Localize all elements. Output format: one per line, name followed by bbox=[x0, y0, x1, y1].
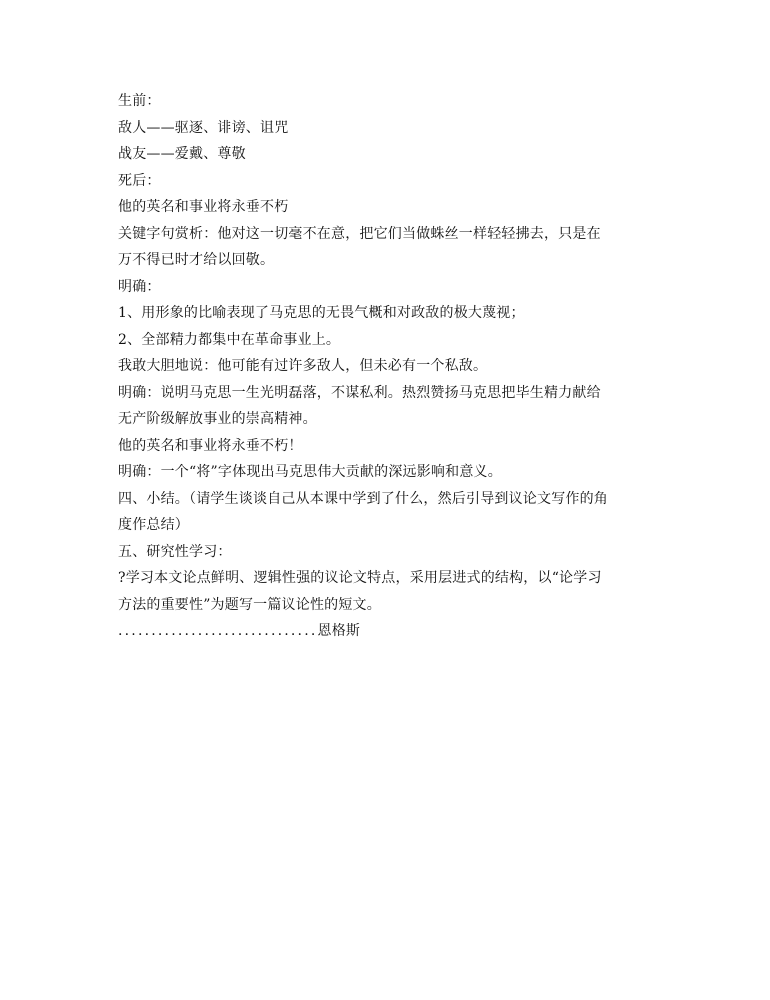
text-line: 无产阶级解放事业的崇高精神。 bbox=[118, 411, 317, 427]
text-line: 1、用形象的比喻表现了马克思的无畏气概和对政敌的极大蔑视； bbox=[118, 305, 525, 321]
text-line: 敌人——驱逐、诽谤、诅咒 bbox=[118, 119, 289, 136]
text-line: 死后： bbox=[118, 172, 161, 189]
text-line: 生前： bbox=[118, 93, 161, 109]
text-line: 方法的重要性”为题写一篇议论性的短文。 bbox=[118, 596, 381, 613]
text-line: 战友——爱戴、尊敬 bbox=[118, 146, 246, 162]
author-name: 恩格斯 bbox=[317, 623, 361, 639]
text-line: 他的英名和事业将永垂不朽 bbox=[118, 199, 289, 215]
footer-attribution bbox=[118, 618, 658, 645]
text-line: 明确：说明马克思一生光明磊落，不谋私利。热烈赞扬马克思把毕生精力献给 bbox=[118, 384, 601, 401]
text-line: 他的英名和事业将永垂不朽！ bbox=[118, 437, 303, 454]
text-line: 关键字句赏析：他对这一切毫不在意，把它们当做蛛丝一样轻轻拂去，只是在 bbox=[118, 225, 601, 242]
text-line: 度作总结） bbox=[118, 517, 189, 533]
text-line: 五、研究性学习： bbox=[118, 543, 232, 560]
text-line: ?学习本文论点鲜明、逻辑性强的议论文特点，采用层进式的结构，以“论学习 bbox=[118, 570, 602, 586]
document-body bbox=[118, 88, 658, 645]
text-line: 2、全部精力都集中在革命事业上。 bbox=[118, 331, 341, 348]
text-line: 我敢大胆地说：他可能有过许多敌人，但未必有一个私敌。 bbox=[118, 358, 488, 374]
leader-dots: .............................. bbox=[118, 623, 318, 639]
text-line: 四、小结。（请学生谈谈自己从本课中学到了什么，然后引导到议论文写作的角 bbox=[118, 490, 608, 507]
text-line: 明确： bbox=[118, 278, 161, 295]
text-line: 万不得已时才给以回敬。 bbox=[118, 252, 275, 268]
text-line: 明确：一个“将”字体现出马克思伟大贡献的深远影响和意义。 bbox=[118, 464, 502, 480]
